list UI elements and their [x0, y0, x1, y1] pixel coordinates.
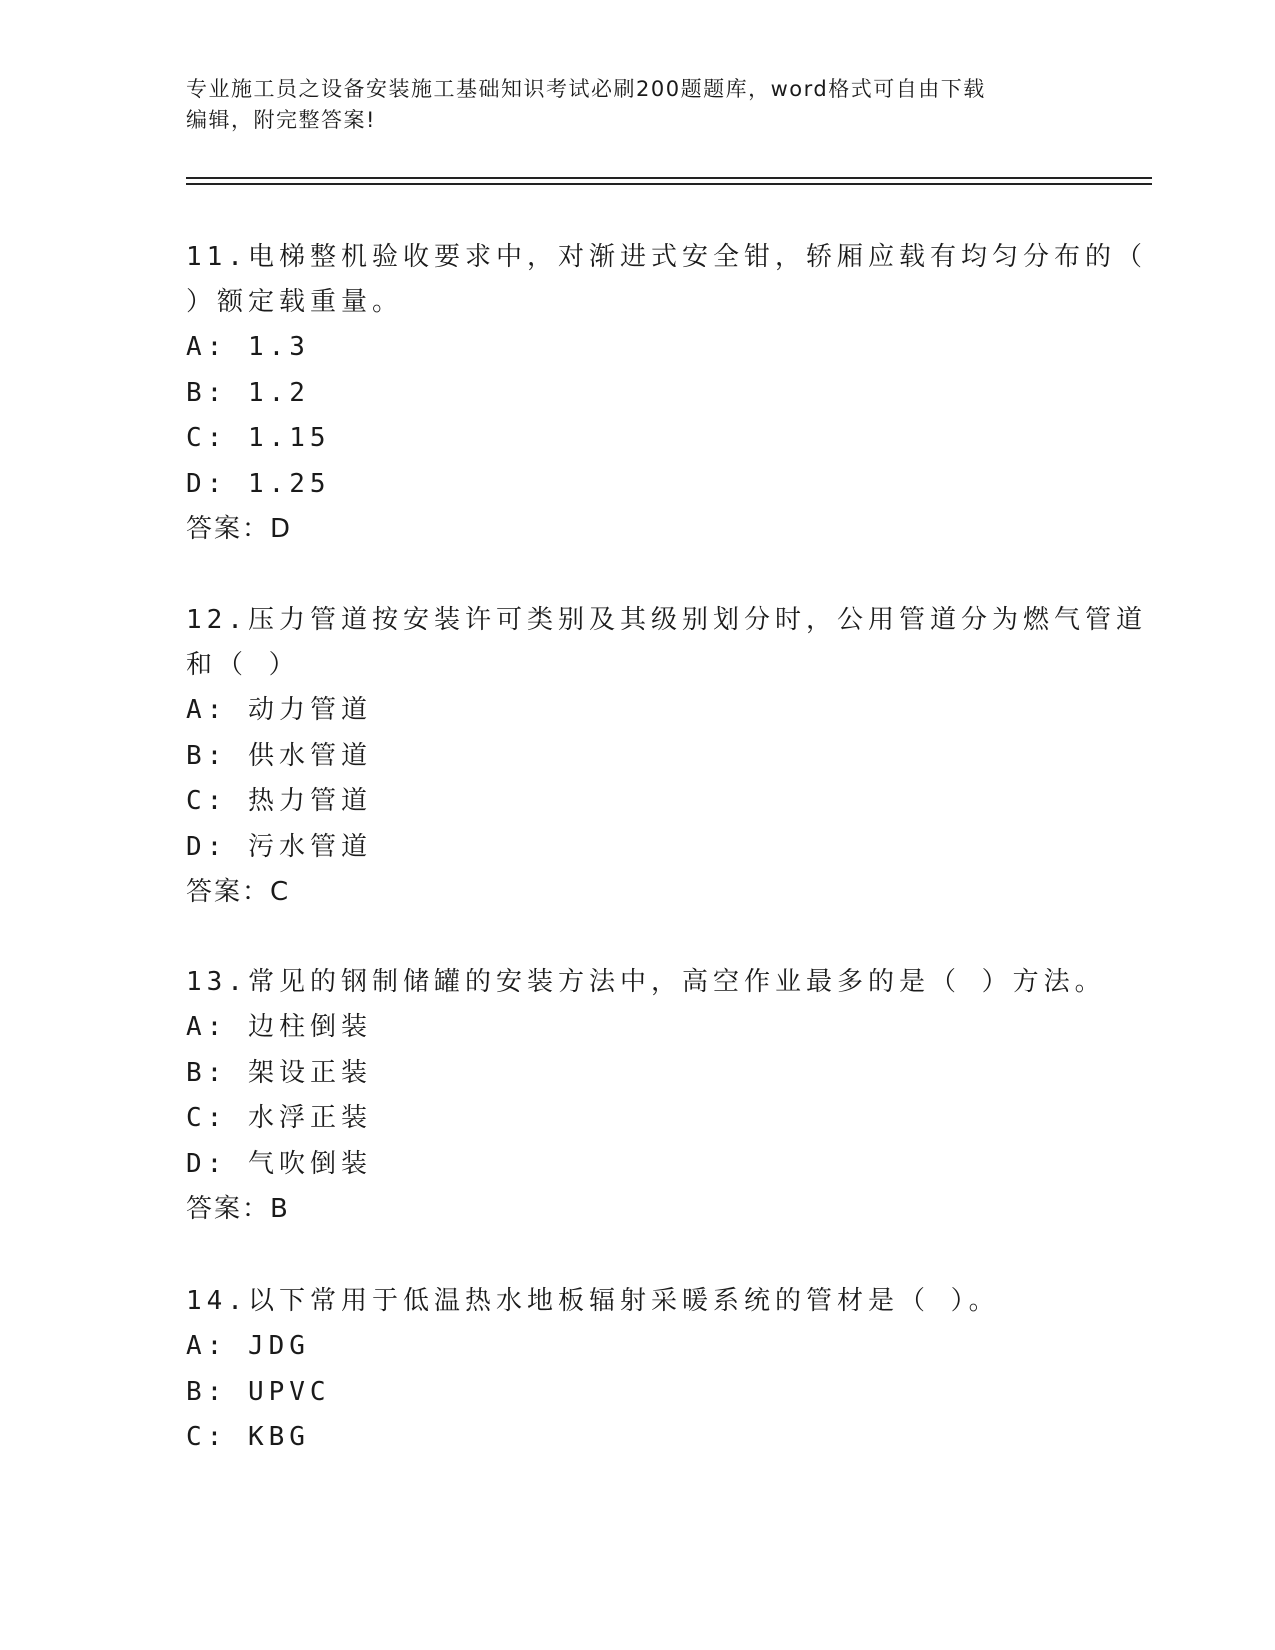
- option-c: C: 热力管道: [186, 786, 372, 816]
- option-a: A: JDG: [186, 1331, 310, 1361]
- option-c: C: 1.15: [186, 423, 331, 453]
- answer-value: D: [270, 514, 293, 544]
- option-c: C: 水浮正装: [186, 1103, 372, 1133]
- question-stem: [186, 598, 1147, 688]
- question-stem-line: 13.常见的钢制储罐的安装方法中，高空作业最多的是（ ）方法。: [186, 967, 1106, 997]
- answer-value: C: [270, 877, 291, 907]
- answer-line: [186, 1187, 1086, 1233]
- option-b: B: 架设正装: [186, 1057, 372, 1088]
- header-title-line-2: 编辑，附完整答案!: [186, 108, 376, 132]
- question-12: [186, 598, 1147, 916]
- option-a: A: 边柱倒装: [186, 1012, 372, 1042]
- header-divider-bottom: [186, 183, 1152, 185]
- question-14: [186, 1279, 1086, 1461]
- option-b: B: 1.2: [186, 377, 310, 408]
- question-stem-line: ）额定载重量。: [186, 287, 404, 317]
- question-13: [186, 960, 1106, 1233]
- option-b: B: UPVC: [186, 1376, 331, 1407]
- question-stem-line: 和（ ）: [186, 650, 300, 680]
- option-a: A: 动力管道: [186, 695, 372, 725]
- question-stem: [186, 960, 1106, 1005]
- question-stem-line: 14.以下常用于低温热水地板辐射采暖系统的管材是（ ）。: [186, 1286, 1000, 1316]
- option-c: C: KBG: [186, 1422, 310, 1452]
- answer-label: 答案：: [186, 877, 271, 907]
- answer-value: B: [270, 1194, 290, 1224]
- answer-label: 答案：: [186, 1194, 271, 1224]
- question-stem-line: 12.压力管道按安装许可类别及其级别划分时，公用管道分为燃气管道: [186, 605, 1147, 635]
- document-header: [186, 74, 1066, 136]
- answer-line: [186, 507, 1086, 553]
- answer-label: 答案：: [186, 514, 271, 544]
- option-d: D: 污水管道: [186, 831, 372, 862]
- question-stem-line: 11.电梯整机验收要求中，对渐进式安全钳，轿厢应载有均匀分布的（: [186, 242, 1147, 272]
- question-stem: [186, 235, 1147, 325]
- answer-line: [186, 870, 1086, 916]
- option-b: B: 供水管道: [186, 740, 372, 771]
- option-d: D: 1.25: [186, 468, 331, 499]
- header-divider-top: [186, 177, 1152, 179]
- question-11: [186, 235, 1147, 553]
- question-stem: [186, 1279, 1086, 1324]
- header-title-line-1: 专业施工员之设备安装施工基础知识考试必刷200题题库，word格式可自由下载: [186, 77, 986, 101]
- option-a: A: 1.3: [186, 332, 310, 362]
- option-d: D: 气吹倒装: [186, 1148, 372, 1179]
